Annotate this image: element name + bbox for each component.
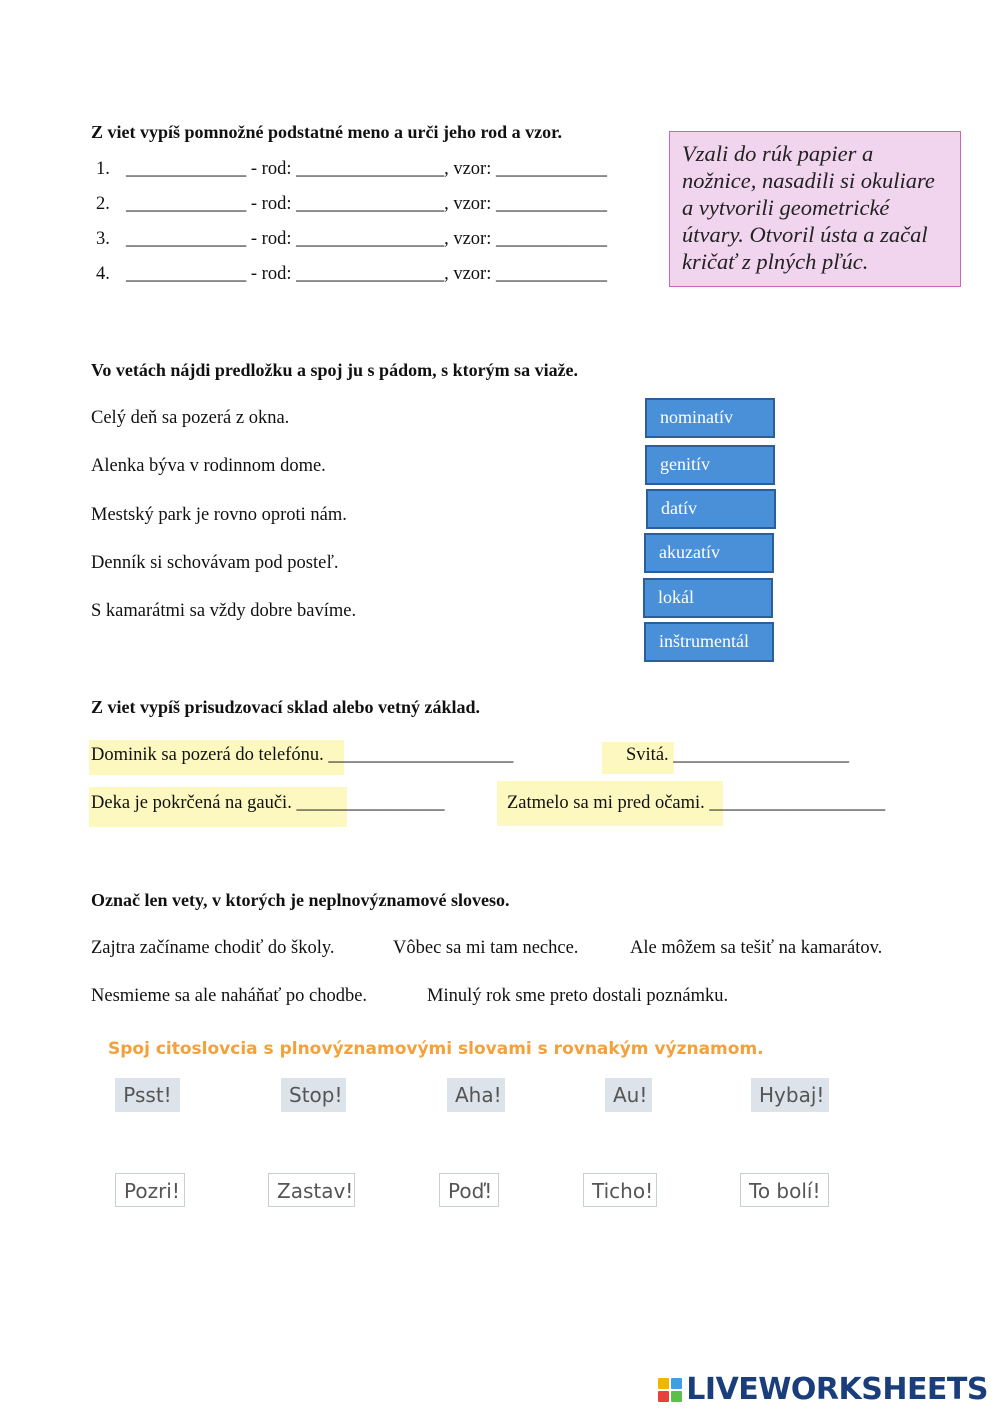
sentence: Deka je pokrčená na gauči. ________________ — [91, 793, 445, 813]
case-box-lokal[interactable]: lokál — [643, 578, 773, 618]
list-item: 1. _____________ - rod: ________________, vzor: ____________ — [96, 159, 607, 179]
case-box-dativ[interactable]: datív — [646, 489, 776, 529]
answer-blank[interactable]: ___________________ — [668, 745, 850, 765]
liveworksheets-logo-icon — [658, 1378, 682, 1402]
answer-blank[interactable]: ________________ — [291, 793, 445, 813]
source-sentences-box — [669, 131, 961, 287]
word-zastav[interactable]: Zastav! — [268, 1173, 355, 1207]
selectable-sentence[interactable]: Nesmieme sa ale naháňať po chodbe. — [91, 986, 368, 1006]
section3-heading: Z viet vypíš prisudzovací sklad alebo vetný základ. — [91, 697, 481, 717]
section4-heading: Označ len vety, v ktorých je neplnovýznamové sloveso. — [91, 890, 510, 910]
case-box-nominativ[interactable]: nominatív — [645, 398, 775, 438]
word-ticho[interactable]: Ticho! — [583, 1173, 657, 1207]
section2-heading: Vo vetách nájdi predložku a spoj ju s pádom, s ktorým sa viaže. — [91, 360, 579, 380]
selectable-sentence[interactable]: Ale môžem sa tešiť na kamarátov. — [630, 938, 883, 958]
list-item: 4. _____________ - rod: ________________, vzor: ____________ — [96, 264, 607, 284]
sentence: Celý deň sa pozerá z okna. — [91, 408, 290, 428]
word-to-boli[interactable]: To bolí! — [740, 1173, 829, 1207]
interjection-stop[interactable]: Stop! — [281, 1078, 346, 1112]
answer-blank-row[interactable]: _____________ - rod: ________________, vzor: ____________ — [126, 159, 607, 179]
sentence: Denník si schovávam pod posteľ. — [91, 553, 339, 573]
selectable-sentence[interactable]: Minulý rok sme preto dostali poznámku. — [427, 986, 729, 1006]
case-box-instrumental[interactable]: inštrumentál — [644, 622, 774, 662]
logo-text: LIVEWORKSHEETS — [686, 1372, 988, 1407]
source-sentences-text: Vzali do rúk papier a nožnice, nasadili si okuliare a vytvorili geometrické útvary. Otvoril ústa a začal kričať z plných pľúc. — [682, 141, 935, 274]
liveworksheets-logo — [658, 1372, 988, 1407]
word-pozri[interactable]: Pozri! — [115, 1173, 185, 1207]
list-item: 2. _____________ - rod: ________________, vzor: ____________ — [96, 194, 607, 214]
sentence: Zatmelo sa mi pred očami. ___________________ — [507, 793, 886, 813]
list-item: 3. _____________ - rod: ________________, vzor: ____________ — [96, 229, 607, 249]
case-box-genitiv[interactable]: genitív — [645, 445, 775, 485]
sentence: S kamarátmi sa vždy dobre bavíme. — [91, 601, 357, 621]
selectable-sentence[interactable]: Vôbec sa mi tam nechce. — [393, 938, 579, 958]
case-box-akuzativ[interactable]: akuzatív — [644, 533, 774, 573]
answer-blank-row[interactable]: _____________ - rod: ________________, vzor: ____________ — [126, 229, 607, 249]
selectable-sentence[interactable]: Zajtra začíname chodiť do školy. — [91, 938, 335, 958]
sentence: Mestský park je rovno oproti nám. — [91, 505, 347, 525]
interjection-aha[interactable]: Aha! — [447, 1078, 505, 1112]
answer-blank[interactable]: ____________________ — [323, 745, 514, 765]
section1-heading: Z viet vypíš pomnožné podstatné meno a urči jeho rod a vzor. — [91, 122, 563, 142]
answer-blank-row[interactable]: _____________ - rod: ________________, vzor: ____________ — [126, 194, 607, 214]
interjection-psst[interactable]: Psst! — [115, 1078, 180, 1112]
word-pod[interactable]: Poď! — [439, 1173, 499, 1207]
sentence: Svitá. ___________________ — [626, 745, 850, 765]
answer-blank[interactable]: ___________________ — [704, 793, 886, 813]
sentence: Alenka býva v rodinnom dome. — [91, 456, 326, 476]
interjection-au[interactable]: Au! — [605, 1078, 652, 1112]
interjection-hybaj[interactable]: Hybaj! — [751, 1078, 829, 1112]
answer-blank-row[interactable]: _____________ - rod: ________________, vzor: ____________ — [126, 264, 607, 284]
sentence: Dominik sa pozerá do telefónu. ____________________ — [91, 745, 514, 765]
section5-heading: Spoj citoslovcia s plnovýznamovými slovami s rovnakým významom. — [108, 1039, 764, 1059]
